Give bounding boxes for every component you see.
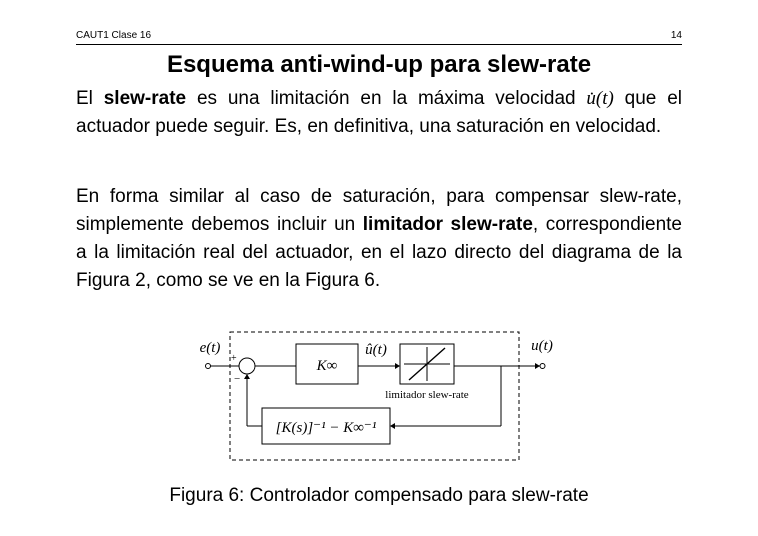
arrow-head [244,374,250,379]
limiter-caption: limitador slew-rate [385,389,469,401]
paragraph-compensation [76,183,682,295]
page-number: 14 [670,30,682,41]
paragraph-slew-rate-definition [76,85,682,141]
output-terminal [540,364,545,369]
intermediate-signal-label: û(t) [365,342,387,358]
figure-caption: Figura 6: Controlador compensado para slew-rate [169,485,589,506]
controller-k-label: K∞ [316,358,338,374]
page-header [76,30,682,45]
arrow-head [395,363,400,369]
p1-text-mid: es una limitación en la máxima velocidad [186,88,587,109]
summing-junction [239,358,255,374]
block-diagram [190,326,570,466]
output-signal-label: u(t) [531,338,553,354]
slide-title: Esquema anti-wind-up para slew-rate [166,51,592,78]
p1-bold-term: slew-rate [103,88,187,109]
p1-text-pre: El [76,88,104,109]
p1-math-udot: u̇(t) [586,88,614,109]
arrow-head [390,423,395,429]
p2-bold-term: limitador slew-rate [362,214,533,235]
input-terminal [206,364,211,369]
course-label: CAUT1 Clase 16 [76,30,152,41]
input-signal-label: e(t) [199,340,221,356]
arrow-head [535,363,540,369]
p1-text-post: que el actuador puede seguir. Es, en definitiva, una saturación en velocidad. [76,88,682,137]
p2-text-post: , correspondiente a la limitación real del actuador, en el lazo directo del diagrama de la Figura 2, como se ve en la Figura 6. [76,214,682,291]
sum-sign-plus: + [231,353,237,364]
sum-sign-minus: − [234,373,241,385]
p2-text-pre: En forma similar al caso de saturación, para compensar slew-rate, simplemente debemos incluir un [76,186,682,235]
feedback-block-label: [K(s)]⁻¹ − K∞⁻¹ [275,420,377,436]
